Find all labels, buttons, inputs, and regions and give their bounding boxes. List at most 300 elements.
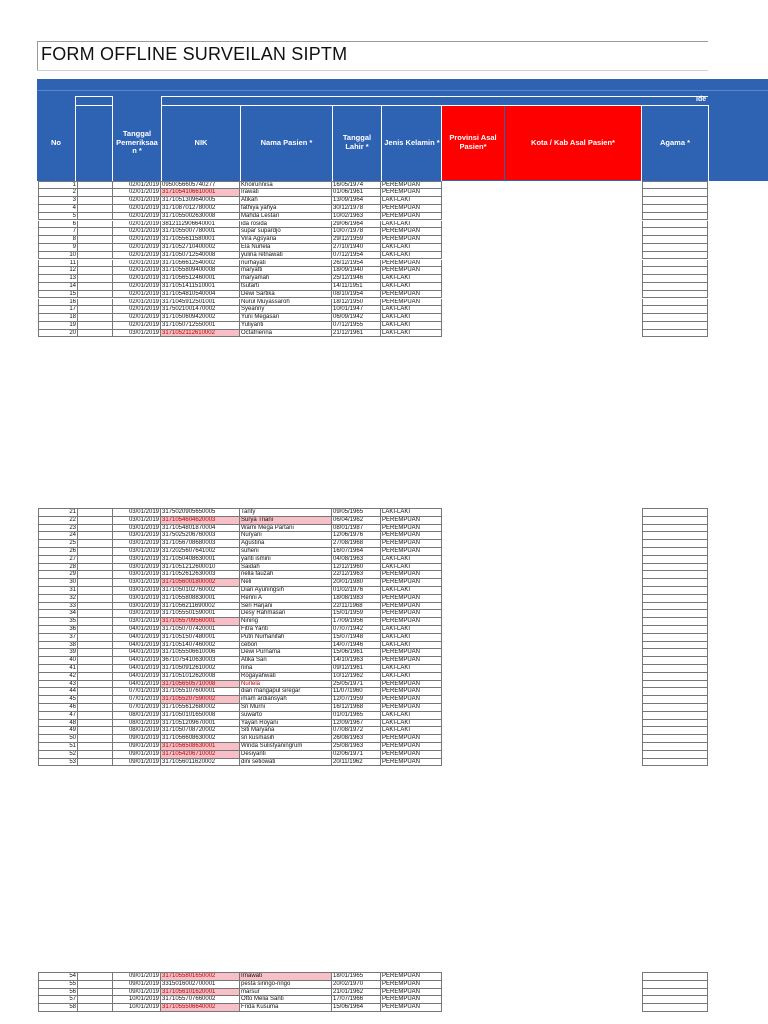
row-date: 09/01/2019 bbox=[113, 989, 161, 997]
row-gender: PEREMPUAN bbox=[381, 228, 442, 236]
row-name: Nurlela bbox=[240, 681, 332, 689]
row-name: sri kusmasih bbox=[240, 735, 332, 743]
row-gender: LAKI-LAKI bbox=[381, 556, 442, 564]
row-name: Vira Agsyaria bbox=[240, 236, 332, 244]
row-nik: 3172025607641002 bbox=[161, 548, 240, 556]
row-date: 03/01/2019 bbox=[113, 330, 161, 338]
row-agama-cell bbox=[642, 197, 708, 205]
row-number: 11 bbox=[38, 260, 78, 268]
row-blank-cell bbox=[78, 540, 113, 548]
row-agama-cell bbox=[642, 727, 708, 735]
header-subline-b bbox=[75, 105, 112, 106]
row-agama-cell bbox=[642, 673, 708, 681]
row-date: 02/01/2019 bbox=[113, 213, 161, 221]
row-birthdate: 04/08/1963 bbox=[332, 556, 381, 564]
row-date: 03/01/2019 bbox=[113, 579, 161, 587]
row-nik: 3171051411510001 bbox=[161, 283, 240, 291]
row-nik: 3171055506640002 bbox=[161, 1004, 240, 1012]
row-blank-cell bbox=[78, 236, 113, 244]
row-date: 02/01/2019 bbox=[113, 221, 161, 229]
row-nik: 3171056512460001 bbox=[161, 275, 240, 283]
row-name: Neli bbox=[240, 579, 332, 587]
row-gender: LAKI-LAKI bbox=[381, 322, 442, 330]
row-date: 03/01/2019 bbox=[113, 610, 161, 618]
row-nik: 3171050102760002 bbox=[161, 587, 240, 595]
row-gender: PEREMPUAN bbox=[381, 236, 442, 244]
row-birthdate: 07/08/1972 bbox=[332, 727, 381, 735]
row-gender: PEREMPUAN bbox=[381, 571, 442, 579]
row-agama-cell bbox=[642, 189, 708, 197]
row-date: 02/01/2019 bbox=[113, 189, 161, 197]
row-gender: LAKI-LAKI bbox=[381, 197, 442, 205]
row-date: 10/01/2019 bbox=[113, 996, 161, 1004]
row-number: 14 bbox=[38, 283, 78, 291]
row-name: Tanty bbox=[240, 509, 332, 517]
row-number: 5 bbox=[38, 213, 78, 221]
row-blank-cell bbox=[78, 618, 113, 626]
row-agama-cell bbox=[642, 306, 708, 314]
row-number: 36 bbox=[38, 626, 78, 634]
row-nik: 3671075410630003 bbox=[161, 657, 240, 665]
row-name: Syeanny bbox=[240, 306, 332, 314]
row-date: 08/01/2019 bbox=[113, 727, 161, 735]
row-nik: 3171056708680003 bbox=[161, 540, 240, 548]
row-gender: LAKI-LAKI bbox=[381, 634, 442, 642]
row-date: 03/01/2019 bbox=[113, 571, 161, 579]
row-blank-cell bbox=[78, 509, 113, 517]
col-provinsi-header: Provinsi Asal Pasien* bbox=[449, 133, 497, 151]
row-gender: LAKI-LAKI bbox=[381, 673, 442, 681]
row-birthdate: 16/07/1964 bbox=[332, 548, 381, 556]
row-birthdate: 25/05/1971 bbox=[332, 681, 381, 689]
row-blank-cell bbox=[78, 314, 113, 322]
row-name: Irnawati bbox=[240, 973, 332, 981]
row-name: Desiyanti bbox=[240, 751, 332, 759]
row-gender: PEREMPUAN bbox=[381, 1004, 442, 1012]
row-blank-cell bbox=[78, 330, 113, 338]
row-birthdate: 21/01/1962 bbox=[332, 989, 381, 997]
row-name: marsur bbox=[240, 989, 332, 997]
row-birthdate: 09/12/1961 bbox=[332, 665, 381, 673]
row-date: 02/01/2019 bbox=[113, 314, 161, 322]
row-date: 03/01/2019 bbox=[113, 556, 161, 564]
row-number: 28 bbox=[38, 564, 78, 572]
row-number: 20 bbox=[38, 330, 78, 338]
row-gender: PEREMPUAN bbox=[381, 996, 442, 1004]
row-agama-cell bbox=[642, 973, 708, 981]
row-date: 10/01/2019 bbox=[113, 1004, 161, 1012]
row-name: Otto Melia Santi bbox=[240, 996, 332, 1004]
row-number: 9 bbox=[38, 244, 78, 252]
row-agama-cell bbox=[642, 525, 708, 533]
row-number: 55 bbox=[38, 981, 78, 989]
row-name: yulina retnawati bbox=[240, 252, 332, 260]
row-agama-cell bbox=[642, 267, 708, 275]
row-birthdate: 10/12/1962 bbox=[332, 673, 381, 681]
row-birthdate: 27/08/1968 bbox=[332, 540, 381, 548]
row-name: dini setiowati bbox=[240, 759, 332, 767]
row-gender: PEREMPUAN bbox=[381, 540, 442, 548]
row-nik: 0950056605740277 bbox=[161, 182, 240, 190]
row-blank-cell bbox=[78, 989, 113, 997]
row-nik: 3171051309640005 bbox=[161, 197, 240, 205]
row-blank-cell bbox=[78, 657, 113, 665]
row-blank-cell bbox=[78, 665, 113, 673]
row-agama-cell bbox=[642, 314, 708, 322]
row-agama-cell bbox=[642, 1004, 708, 1012]
row-nik: 3171055007780001 bbox=[161, 228, 240, 236]
row-birthdate: 14/11/1951 bbox=[332, 283, 381, 291]
row-nik: 3175025206760003 bbox=[161, 532, 240, 540]
row-blank-cell bbox=[78, 973, 113, 981]
row-birthdate: 22/11/1968 bbox=[332, 603, 381, 611]
row-date: 09/01/2019 bbox=[113, 981, 161, 989]
row-number: 35 bbox=[38, 618, 78, 626]
row-gender: PEREMPUAN bbox=[381, 688, 442, 696]
row-nik: 3171055808830001 bbox=[161, 595, 240, 603]
row-blank-cell bbox=[78, 244, 113, 252]
row-number: 33 bbox=[38, 603, 78, 611]
row-name: suwarto bbox=[240, 712, 332, 720]
row-gender: PEREMPUAN bbox=[381, 525, 442, 533]
row-birthdate: 16/12/1968 bbox=[332, 704, 381, 712]
row-number: 56 bbox=[38, 989, 78, 997]
row-number: 13 bbox=[38, 275, 78, 283]
row-name: Winda Sulistyaningrum bbox=[240, 743, 332, 751]
row-nik: 3171051407460002 bbox=[161, 642, 240, 650]
row-agama-cell bbox=[642, 228, 708, 236]
row-nik: 3175020905650005 bbox=[161, 509, 240, 517]
title-top-border bbox=[37, 41, 708, 42]
row-name: yanti ismini bbox=[240, 556, 332, 564]
row-gender: PEREMPUAN bbox=[381, 704, 442, 712]
row-agama-cell bbox=[642, 996, 708, 1004]
row-birthdate: 08/01/1987 bbox=[332, 525, 381, 533]
row-blank-cell bbox=[78, 681, 113, 689]
row-date: 04/01/2019 bbox=[113, 681, 161, 689]
row-birthdate: 07/07/1942 bbox=[332, 626, 381, 634]
row-nik: 3315016002700001 bbox=[161, 981, 240, 989]
row-name: Sri Murni bbox=[240, 704, 332, 712]
row-agama-cell bbox=[642, 213, 708, 221]
row-agama-cell bbox=[642, 688, 708, 696]
row-blank-cell bbox=[78, 610, 113, 618]
row-blank-cell bbox=[78, 275, 113, 283]
row-birthdate: 18/01/1965 bbox=[332, 973, 381, 981]
row-agama-cell bbox=[642, 322, 708, 330]
row-birthdate: 14/07/1946 bbox=[332, 642, 381, 650]
row-gender: LAKI-LAKI bbox=[381, 275, 442, 283]
row-number: 18 bbox=[38, 314, 78, 322]
col-lahir-header: Tanggal Lahir * bbox=[342, 133, 372, 151]
row-blank-cell bbox=[78, 306, 113, 314]
row-birthdate: 10/02/1963 bbox=[332, 213, 381, 221]
row-number: 8 bbox=[38, 236, 78, 244]
row-gender: PEREMPUAN bbox=[381, 205, 442, 213]
row-name: Warni Mega Partani bbox=[240, 525, 332, 533]
row-gender: LAKI-LAKI bbox=[381, 306, 442, 314]
row-agama-cell bbox=[642, 182, 708, 190]
row-gender: LAKI-LAKI bbox=[381, 330, 442, 338]
row-birthdate: 12/09/1967 bbox=[332, 720, 381, 728]
row-name: Yayan Royani bbox=[240, 720, 332, 728]
row-gender: LAKI-LAKI bbox=[381, 564, 442, 572]
row-nik: 3171045912501001 bbox=[161, 299, 240, 307]
row-blank-cell bbox=[78, 579, 113, 587]
row-birthdate: 12/07/1959 bbox=[332, 696, 381, 704]
row-name: imam ardiansyah bbox=[240, 696, 332, 704]
row-birthdate: 21/12/1961 bbox=[332, 330, 381, 338]
row-blank-cell bbox=[78, 283, 113, 291]
row-name: nina bbox=[240, 665, 332, 673]
row-nik: 3171056001800002 bbox=[161, 579, 240, 587]
row-name: Nurul Muyassaroh bbox=[240, 299, 332, 307]
row-agama-cell bbox=[642, 751, 708, 759]
row-agama-cell bbox=[642, 587, 708, 595]
row-number: 32 bbox=[38, 595, 78, 603]
row-birthdate: 09/05/1965 bbox=[332, 509, 381, 517]
row-name: Dewi Purnama bbox=[240, 649, 332, 657]
header-vline-8 bbox=[708, 105, 709, 181]
row-date: 02/01/2019 bbox=[113, 236, 161, 244]
row-nik: 3171050708720002 bbox=[161, 727, 240, 735]
row-birthdate: 26/12/1954 bbox=[332, 260, 381, 268]
row-nik: 3175021001470002 bbox=[161, 306, 240, 314]
header-divider bbox=[37, 90, 768, 91]
row-birthdate: 20/02/1970 bbox=[332, 981, 381, 989]
row-birthdate: 14/10/1963 bbox=[332, 657, 381, 665]
row-blank-cell bbox=[78, 642, 113, 650]
row-gender: PEREMPUAN bbox=[381, 743, 442, 751]
row-number: 6 bbox=[38, 221, 78, 229]
row-birthdate: 29/06/1964 bbox=[332, 221, 381, 229]
row-number: 49 bbox=[38, 727, 78, 735]
row-agama-cell bbox=[642, 509, 708, 517]
row-blank-cell bbox=[78, 525, 113, 533]
row-nik: 3171055707660002 bbox=[161, 996, 240, 1004]
row-nik: 3171050408630001 bbox=[161, 556, 240, 564]
row-name: Agustina bbox=[240, 540, 332, 548]
row-number: 12 bbox=[38, 267, 78, 275]
row-blank-cell bbox=[78, 603, 113, 611]
row-blank-cell bbox=[78, 743, 113, 751]
row-date: 02/01/2019 bbox=[113, 275, 161, 283]
row-agama-cell bbox=[642, 330, 708, 338]
row-name: Yuliyanti bbox=[240, 322, 332, 330]
row-nik: 3171055506610006 bbox=[161, 649, 240, 657]
row-date: 04/01/2019 bbox=[113, 649, 161, 657]
row-date: 03/01/2019 bbox=[113, 587, 161, 595]
row-nik: 3171056612540002 bbox=[161, 260, 240, 268]
row-blank-cell bbox=[78, 981, 113, 989]
row-name: Mahda Lestari bbox=[240, 213, 332, 221]
row-nik: 3171050101650008 bbox=[161, 712, 240, 720]
row-gender: PEREMPUAN bbox=[381, 759, 442, 767]
row-birthdate: 29/12/1959 bbox=[332, 236, 381, 244]
row-nik: 3171055207590002 bbox=[161, 696, 240, 704]
row-gender: LAKI-LAKI bbox=[381, 252, 442, 260]
row-gender: PEREMPUAN bbox=[381, 735, 442, 743]
row-birthdate: 15/06/1961 bbox=[332, 649, 381, 657]
row-number: 47 bbox=[38, 712, 78, 720]
row-gender: PEREMPUAN bbox=[381, 681, 442, 689]
row-name: Yuni Megasari bbox=[240, 314, 332, 322]
row-date: 09/01/2019 bbox=[113, 735, 161, 743]
row-number: 42 bbox=[38, 673, 78, 681]
row-agama-cell bbox=[642, 291, 708, 299]
row-birthdate: 17/07/1966 bbox=[332, 996, 381, 1004]
row-blank-cell bbox=[78, 267, 113, 275]
row-blank-cell bbox=[78, 213, 113, 221]
row-agama-cell bbox=[642, 642, 708, 650]
row-agama-cell bbox=[642, 205, 708, 213]
row-date: 03/01/2019 bbox=[113, 517, 161, 525]
row-number: 17 bbox=[38, 306, 78, 314]
row-name: Irawati bbox=[240, 189, 332, 197]
row-gender: LAKI-LAKI bbox=[381, 314, 442, 322]
row-number: 7 bbox=[38, 228, 78, 236]
row-blank-cell bbox=[78, 252, 113, 260]
row-gender: PEREMPUAN bbox=[381, 649, 442, 657]
row-agama-cell bbox=[642, 657, 708, 665]
row-name: dian mangapul siregar bbox=[240, 688, 332, 696]
row-date: 04/01/2019 bbox=[113, 673, 161, 681]
row-blank-cell bbox=[78, 595, 113, 603]
row-agama-cell bbox=[642, 704, 708, 712]
row-agama-cell bbox=[642, 743, 708, 751]
row-gender: PEREMPUAN bbox=[381, 981, 442, 989]
row-date: 02/01/2019 bbox=[113, 322, 161, 330]
row-date: 02/01/2019 bbox=[113, 291, 161, 299]
row-agama-cell bbox=[642, 548, 708, 556]
row-blank-cell bbox=[78, 626, 113, 634]
row-blank-cell bbox=[78, 996, 113, 1004]
row-number: 53 bbox=[38, 759, 78, 767]
row-birthdate: 15/01/1959 bbox=[332, 610, 381, 618]
title-left-border bbox=[37, 41, 38, 70]
row-blank-cell bbox=[78, 649, 113, 657]
row-blank-cell bbox=[78, 696, 113, 704]
row-name: Renni A bbox=[240, 595, 332, 603]
row-name: nurhayati bbox=[240, 260, 332, 268]
row-gender: LAKI-LAKI bbox=[381, 221, 442, 229]
header-subline-c bbox=[162, 96, 708, 97]
row-date: 07/01/2019 bbox=[113, 704, 161, 712]
col-jk-header: Jenis Kelamin * bbox=[384, 137, 440, 147]
row-birthdate: 27/10/1940 bbox=[332, 244, 381, 252]
row-name: Dian Ayuningsih bbox=[240, 587, 332, 595]
col-no-header: No bbox=[51, 137, 61, 147]
row-name: Seri Harjani bbox=[240, 603, 332, 611]
row-birthdate: 18/09/1940 bbox=[332, 267, 381, 275]
row-name: Desy Rahmasari bbox=[240, 610, 332, 618]
row-birthdate: 01/06/1961 bbox=[332, 189, 381, 197]
row-blank-cell bbox=[78, 197, 113, 205]
row-date: 02/01/2019 bbox=[113, 205, 161, 213]
row-date: 03/01/2019 bbox=[113, 509, 161, 517]
row-birthdate: 02/06/1971 bbox=[332, 751, 381, 759]
row-agama-cell bbox=[642, 720, 708, 728]
col-agama-header: Agama * bbox=[659, 137, 690, 147]
row-date: 08/01/2019 bbox=[113, 712, 161, 720]
row-blank-cell bbox=[78, 548, 113, 556]
row-name: Fitra Yanti bbox=[240, 626, 332, 634]
row-birthdate: 17/09/1956 bbox=[332, 618, 381, 626]
row-blank-cell bbox=[78, 517, 113, 525]
row-gender: PEREMPUAN bbox=[381, 579, 442, 587]
row-number: 38 bbox=[38, 642, 78, 650]
row-name: Khoirunnisa bbox=[240, 182, 332, 190]
row-blank-cell bbox=[78, 735, 113, 743]
row-number: 4 bbox=[38, 205, 78, 213]
row-agama-cell bbox=[642, 681, 708, 689]
row-agama-cell bbox=[642, 712, 708, 720]
row-number: 22 bbox=[38, 517, 78, 525]
row-agama-cell bbox=[642, 626, 708, 634]
row-nik: 3171054206710002 bbox=[161, 751, 240, 759]
row-nik: 3171050912610002 bbox=[161, 665, 240, 673]
row-number: 44 bbox=[38, 688, 78, 696]
row-name: ida rosida bbox=[240, 221, 332, 229]
row-gender: PEREMPUAN bbox=[381, 291, 442, 299]
row-birthdate: 10/07/1978 bbox=[332, 228, 381, 236]
row-gender: PEREMPUAN bbox=[381, 267, 442, 275]
row-number: 43 bbox=[38, 681, 78, 689]
row-date: 03/01/2019 bbox=[113, 618, 161, 626]
row-blank-cell bbox=[78, 1004, 113, 1012]
col-nama-header: Nama Pasien * bbox=[260, 137, 313, 147]
row-nik: 3171056101620001 bbox=[161, 989, 240, 997]
row-nik: 3171056608630002 bbox=[161, 735, 240, 743]
row-nik: 3171055709560001 bbox=[161, 618, 240, 626]
row-blank-cell bbox=[78, 205, 113, 213]
row-date: 02/01/2019 bbox=[113, 267, 161, 275]
row-birthdate: 25/12/1946 bbox=[332, 275, 381, 283]
row-agama-cell bbox=[642, 696, 708, 704]
row-number: 27 bbox=[38, 556, 78, 564]
row-nik: 3171052710400002 bbox=[161, 244, 240, 252]
row-date: 03/01/2019 bbox=[113, 548, 161, 556]
row-birthdate: 22/12/1963 bbox=[332, 571, 381, 579]
row-nik: 3171055611580001 bbox=[161, 236, 240, 244]
row-gender: PEREMPUAN bbox=[381, 548, 442, 556]
row-agama-cell bbox=[642, 260, 708, 268]
row-gender: PEREMPUAN bbox=[381, 657, 442, 665]
row-name: Frida Kusuma bbox=[240, 1004, 332, 1012]
row-number: 29 bbox=[38, 571, 78, 579]
row-name: Saidah bbox=[240, 564, 332, 572]
row-agama-cell bbox=[642, 556, 708, 564]
row-blank-cell bbox=[78, 673, 113, 681]
row-nik: 3171056505710008 bbox=[161, 681, 240, 689]
row-name: Nuryani bbox=[240, 532, 332, 540]
row-name: maryamah bbox=[240, 275, 332, 283]
row-number: 39 bbox=[38, 649, 78, 657]
row-nik: 3171056011620002 bbox=[161, 759, 240, 767]
row-number: 16 bbox=[38, 299, 78, 307]
row-birthdate: 12/12/1960 bbox=[332, 564, 381, 572]
row-agama-cell bbox=[642, 275, 708, 283]
row-name: Nining bbox=[240, 618, 332, 626]
row-agama-cell bbox=[642, 252, 708, 260]
row-agama-cell bbox=[642, 759, 708, 767]
row-nik: 3171055809400008 bbox=[161, 267, 240, 275]
row-blank-cell bbox=[78, 688, 113, 696]
row-birthdate: 07/12/1954 bbox=[332, 252, 381, 260]
row-agama-cell bbox=[642, 532, 708, 540]
row-date: 09/01/2019 bbox=[113, 743, 161, 751]
row-number: 30 bbox=[38, 579, 78, 587]
